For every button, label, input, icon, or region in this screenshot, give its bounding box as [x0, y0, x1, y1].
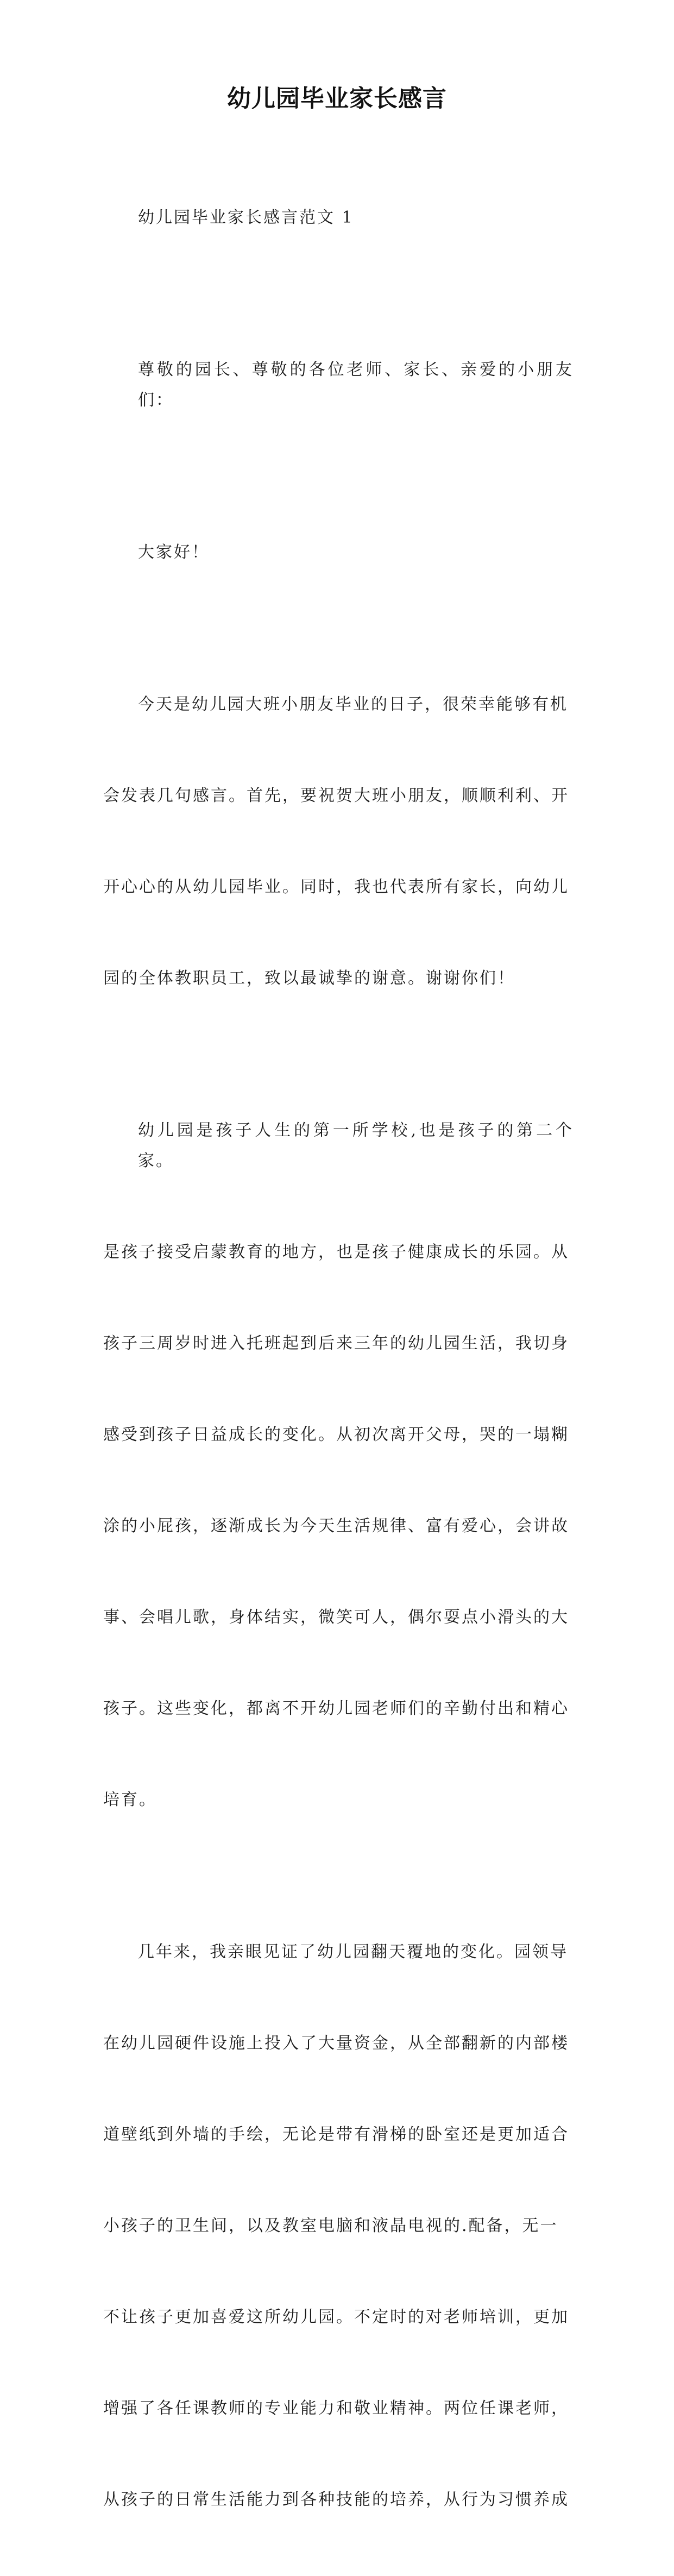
paragraph-body	[103, 629, 574, 1055]
paragraph-line: 小孩子的卫生间，以及教室电脑和液晶电视的.配备，无一	[103, 2216, 558, 2235]
paragraph-line: 幼儿园是孩子人生的第一所学校,也是孩子的第二个家。	[138, 1121, 574, 1170]
paragraph-line: 感受到孩子日益成长的变化。从初次离开父母，哭的一塌糊	[103, 1425, 569, 1444]
paragraph-line: 增强了各任课教师的专业能力和敬业精神。两位任课老师，	[103, 2399, 569, 2418]
paragraph-line: 是孩子接受启蒙教育的地方，也是孩子健康成长的乐园。从	[103, 1243, 569, 1262]
paragraph-greeting	[103, 477, 574, 629]
paragraph-line: 孩子。这些变化，都离不开幼儿园老师们的辛勤付出和精心	[103, 1699, 569, 1718]
paragraph-heading	[103, 142, 574, 294]
paragraph-line: 尊敬的园长、尊敬的各位老师、家长、亲爱的小朋友们：	[138, 360, 574, 410]
paragraph-line: 孩子三周岁时进入托班起到后来三年的幼儿园生活，我切身	[103, 1334, 569, 1353]
paragraph-line: 涂的小屁孩，逐渐成长为今天生活规律、富有爱心，会讲故	[103, 1516, 569, 1535]
paragraph-line: 事、会唱儿歌，身体结实，微笑可人，偶尔耍点小滑头的大	[103, 1608, 569, 1627]
document-body	[103, 142, 574, 2576]
paragraph-line: 从孩子的日常生活能力到各种技能的培养，从行为习惯养成	[103, 2490, 569, 2509]
paragraph-line: 开心心的从幼儿园毕业。同时，我也代表所有家长，向幼儿	[103, 878, 569, 897]
paragraph-line: 几年来，我亲眼见证了幼儿园翻天覆地的变化。园领导	[138, 1942, 568, 1961]
paragraph-line: 幼儿园毕业家长感言范文 1	[138, 208, 354, 227]
paragraph-body	[103, 1055, 574, 1876]
paragraph-salutation	[103, 294, 574, 477]
paragraph-line: 大家好！	[138, 543, 210, 562]
paragraph-line: 会发表几句感言。首先，要祝贺大班小朋友，顺顺利利、开	[103, 786, 569, 805]
document-title: 幼儿园毕业家长感言	[227, 85, 447, 112]
paragraph-line: 园的全体教职员工，致以最诚挚的谢意。谢谢你们！	[103, 969, 515, 988]
paragraph-body	[103, 1876, 574, 2576]
paragraph-line: 不让孩子更加喜爱这所幼儿园。不定时的对老师培训，更加	[103, 2308, 569, 2327]
paragraph-line: 道壁纸到外墙的手绘，无论是带有滑梯的卧室还是更加适合	[103, 2125, 569, 2144]
paragraph-line: 培育。	[103, 1790, 157, 1809]
paragraph-line: 今天是幼儿园大班小朋友毕业的日子，很荣幸能够有机	[138, 695, 568, 714]
paragraph-line: 在幼儿园硬件设施上投入了大量资金，从全部翻新的内部楼	[103, 2034, 569, 2053]
